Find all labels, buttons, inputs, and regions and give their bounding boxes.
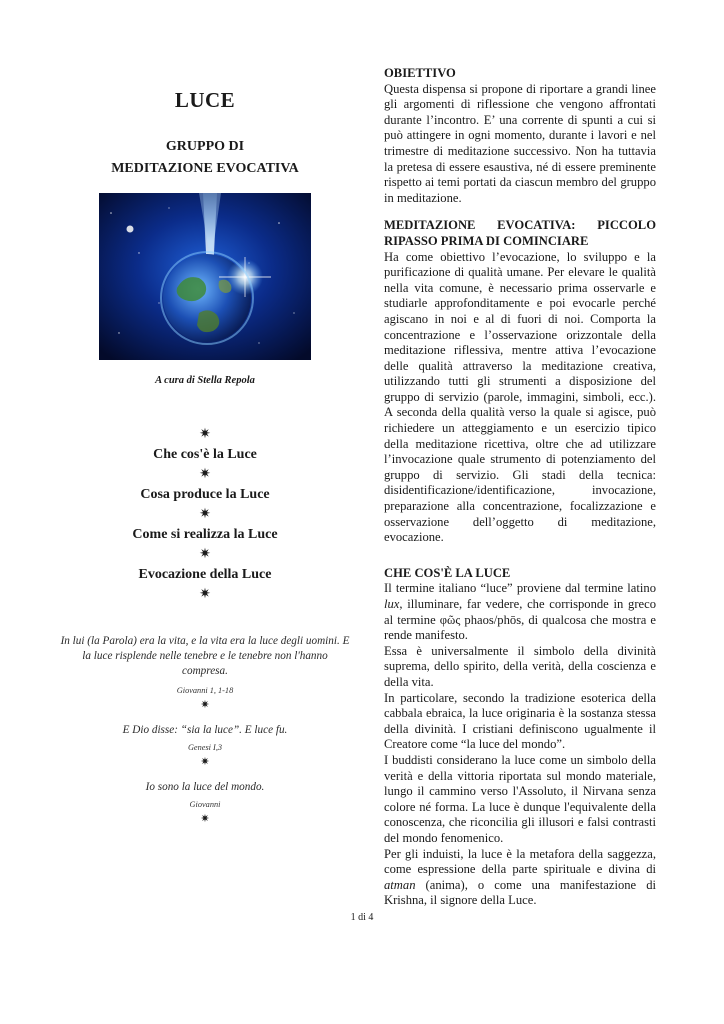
group-line-1: GRUPPO DI [165,139,245,154]
quote-citation: Genesi I,3 [187,743,223,752]
section-che-cose-la-luce [384,566,656,909]
page-number: 1 di 4 [350,912,374,923]
table-of-contents [60,425,350,605]
quote-text: E Dio disse: “sia la luce”. E luce fu. [122,724,288,736]
group-name [60,136,350,180]
section-meditazione [384,218,656,545]
star-ornament: ✷ [199,587,211,602]
right-column [384,66,656,921]
star-ornament: ✷ [200,756,210,768]
italic-term: lux [384,597,400,611]
section-body: Questa dispensa si propone di riportare a grandi linee gli argomenti di riflessione che vengono affrontati durante l’incontro. E’ una corrente di spunti a cui si può attingere in ogni momento, durante i lavori e nel trimestre di meditazione successivo. Non ha tuttavia la pretesa di essere esaustiva, né di essere preminente rispetto ai temi portati da ciascun membro del gruppo in meditazione. [384,81,656,205]
curator-credit: A cura di Stella Repola [155,375,255,386]
quote-text: Io sono la luce del mondo. [145,781,265,793]
section-body: Ha come obiettivo l’evocazione, lo sviluppo e la purificazione di qualità umane. Per elevare le qualità nella vita comune, è necessario prima osservarle e studiarle approfonditamente e poi evocarle perché agiscano in noi e al di fuori di noi. Comporta la concentrazione e l’osservazione orizzontale della meditazione riflessiva, mentre attiva l’evocazione delle qualità attraverso la meditazione creativa, utilizzando tutti gli strumenti a disposizione del gruppo di servizio (parole, immagini, simboli, ecc.). A seconda della qualità verso la quale si agisce, può richiedere un atteggiamento e un esercizio tipico della meditazione ricettiva, oltre che ad utilizzare l’invocazione quale strumento di potenziamento del gruppo di servizio. Gli stadi della tecnica: disidentificazione/identificazione, invocazione, preparazione alla concentrazione, focalizzazione e osservazione dell’oggetto di meditazione, evocazione. [384,249,656,545]
star-ornament: ✷ [200,699,210,711]
paragraph [384,581,656,643]
section-heading: MEDITAZIONE EVOCATIVA: PICCOLO RIPASSO PRIMA DI COMINCIARE [384,218,656,248]
earth-light-illustration [99,193,311,360]
text: Per gli induisti, la luce è la metafora della saggezza, come espressione della parte spirituale e divina di [384,846,656,877]
section-obiettivo [384,66,656,206]
toc-item: Che cos'è la Luce [153,447,257,462]
paragraph: In particolare, secondo la tradizione esoterica della cabbala ebraica, la luce originaria è la sostanza stessa della divinità. I cristiani definiscono ugualmente il Creatore come “la luce del mondo”. [384,690,656,752]
star-ornament: ✷ [199,507,211,522]
group-line-2: MEDITAZIONE EVOCATIVA [111,161,299,176]
quotes-block [60,634,350,827]
earth-light-image [99,193,311,360]
italic-term: atman [384,877,416,892]
star-ornament: ✷ [199,547,211,562]
toc-item: Evocazione della Luce [138,567,272,582]
star-ornament: ✷ [200,813,210,825]
paragraph [384,847,656,909]
text: Il termine italiano “luce” proviene dal termine latino [384,581,656,596]
toc-item: Come si realizza la Luce [132,527,278,542]
section-heading: OBIETTIVO [384,66,456,80]
paragraph: Essa è universalmente il simbolo della divinità suprema, dello spirito, della verità, della coscienza e della vita. [384,643,656,689]
document-title: LUCE [174,88,236,112]
quote-citation: Giovanni 1, 1-18 [176,686,234,695]
star-ornament: ✷ [199,427,211,442]
star-ornament: ✷ [199,467,211,482]
text: (anima), o come una manifestazione di Krishna, il signore della Luce. [384,877,656,908]
text: , illuminare, far vedere, che corrisponde in greco al termine φῶς phaos/phōs, di qualcosa che mostra e rende manifesto. [384,597,656,643]
quote-text: In lui (la Parola) era la vita, e la vita era la luce degli uomini. E la luce risplende nelle tenebre e le tenebre non l'hanno compresa. [60,635,350,677]
section-heading: CHE COS'È LA LUCE [384,565,511,580]
paragraph: I buddisti considerano la luce come un simbolo della verità e della vittoria riportata sul mondo materiale, lungo il cammino verso l'Assoluto, il Nirvana senza colore né forma. La luce è dunque l'equivalente della conoscenza, che riconcilia gli illusori e falsi contrasti del mondo fenomenico. [384,752,656,845]
toc-item: Cosa produce la Luce [140,487,270,502]
quote-citation: Giovanni [189,800,221,809]
